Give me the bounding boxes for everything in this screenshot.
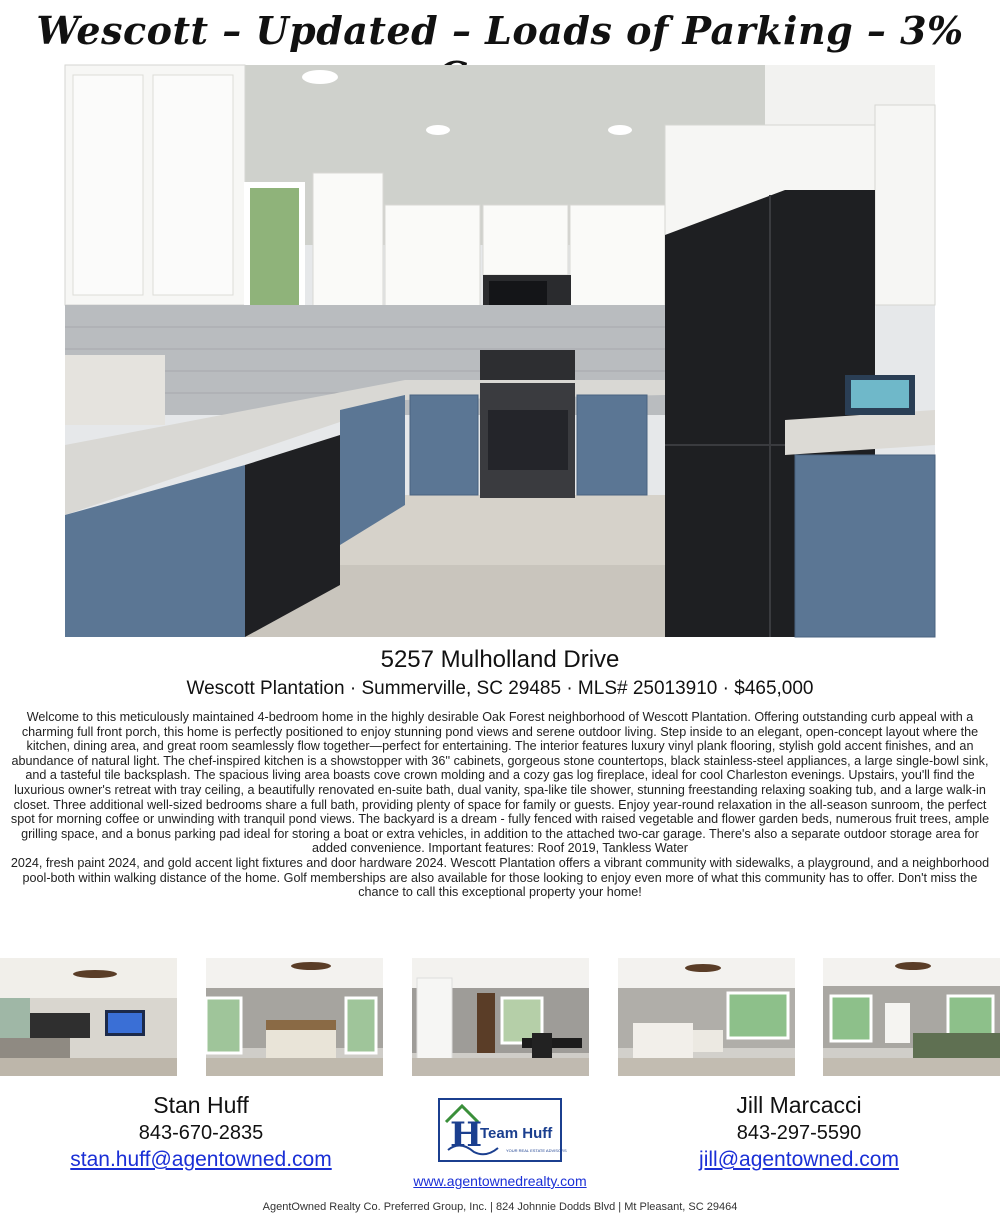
agent-email-link[interactable]: stan.huff@agentowned.com: [70, 1148, 332, 1171]
description-paragraph-2: 2024, fresh paint 2024, and gold accent light fixtures and door hardware 2024. Wescott Plantation offers a vibrant community with sidewalks, a playground, and a neighborhood pool-both within walking distance of the home. Golf memberships are also available for those looking to enjoy even more of what this community has to offer. Don't miss the chance to call this exceptional property your home!: [10, 855, 990, 900]
headline: Wescott – Updated – Loads of Parking – 3%: [36, 8, 964, 53]
thumbnail-primary-bedroom: [206, 958, 383, 1076]
thumbnail-office: [412, 958, 589, 1076]
team-huff-logo: [438, 1098, 567, 1162]
agent-email-link[interactable]: jill@agentowned.com: [699, 1148, 899, 1171]
brokerage-footer: AgentOwned Realty Co. Preferred Group, Inc. | 824 Johnnie Dodds Blvd | Mt Pleasant, SC 29464: [262, 1201, 738, 1213]
photo-thumbnails: [0, 958, 1000, 1076]
agent-card-stan: [51, 1090, 351, 1174]
agent-name: Stan Huff: [153, 1092, 249, 1118]
description-paragraph-1: Welcome to this meticulously maintained 4-bedroom home in the highly desirable Oak Forest neighborhood of Wescott Plantation. Offering outstanding curb appeal with a charming full front porch, this home is perfectly positioned to enjoy stunning pond views and serene outdoor living. Step inside to an elegant, open-concept layout where the kitchen, dining area, and great room seamlessly flow together—perfect for entertaining. The interior features luxury vinyl plank flooring, stylish gold accent finishes, and an abundance of natural light. The chef-inspired kitchen is a showstopper with 36'' cabinets, gorgeous stone countertops, black stainless-steel appliances, a large single-bowl sink, and a tasteful tile backsplash. The spacious living area boasts cove crown molding and a cozy gas log fireplace, ideal for cool Charleston evenings. Upstairs, you'll find the luxurious owner's retreat with tray ceiling, a beautifully renovated en-suite bath, dual vanity, spa-like tile shower, stunning freestanding relaxing soaking tub, and a large walk-in closet. Three additional well-sized bedrooms share a full bath, providing plenty of space for family or guests. Enjoy year-round relaxation in the all-season sunroom, the perfect spot for morning coffee or unwinding with tranquil pond views. The backyard is a dream - fully fenced with raised vegetable and flower garden beds, numerous fruit trees, ample grilling space, and a bonus parking pad ideal for storing a boat or extra vehicles, in addition to the attached two-car garage. There's also a separate outdoor storage area for added convenience. Important features: Roof 2019, Tankless Water: [10, 710, 990, 856]
svg-text:Team Huff: Team Huff: [480, 1125, 553, 1142]
agent-card-jill: [649, 1090, 949, 1174]
agent-phone: 843-297-5590: [736, 1122, 862, 1144]
property-address: 5257 Mulholland Drive: [380, 646, 620, 673]
thumbnail-living-room: [0, 958, 177, 1076]
property-description: [10, 710, 990, 900]
thumbnail-bedroom-two: [618, 958, 795, 1076]
website-link[interactable]: www.agentownedrealty.com: [413, 1173, 587, 1189]
svg-text:H: H: [450, 1115, 483, 1155]
thumbnail-bedroom-three: [823, 958, 1000, 1076]
svg-text:YOUR REAL ESTATE ADVISORS: YOUR REAL ESTATE ADVISORS: [506, 1148, 567, 1153]
property-subline: Wescott Plantation · Summerville, SC 29485 · MLS# 25013910 · $465,000: [186, 678, 814, 699]
hero-photo-kitchen: [65, 65, 935, 637]
agent-phone: 843-670-2835: [138, 1122, 264, 1144]
agent-name: Jill Marcacci: [736, 1092, 862, 1118]
